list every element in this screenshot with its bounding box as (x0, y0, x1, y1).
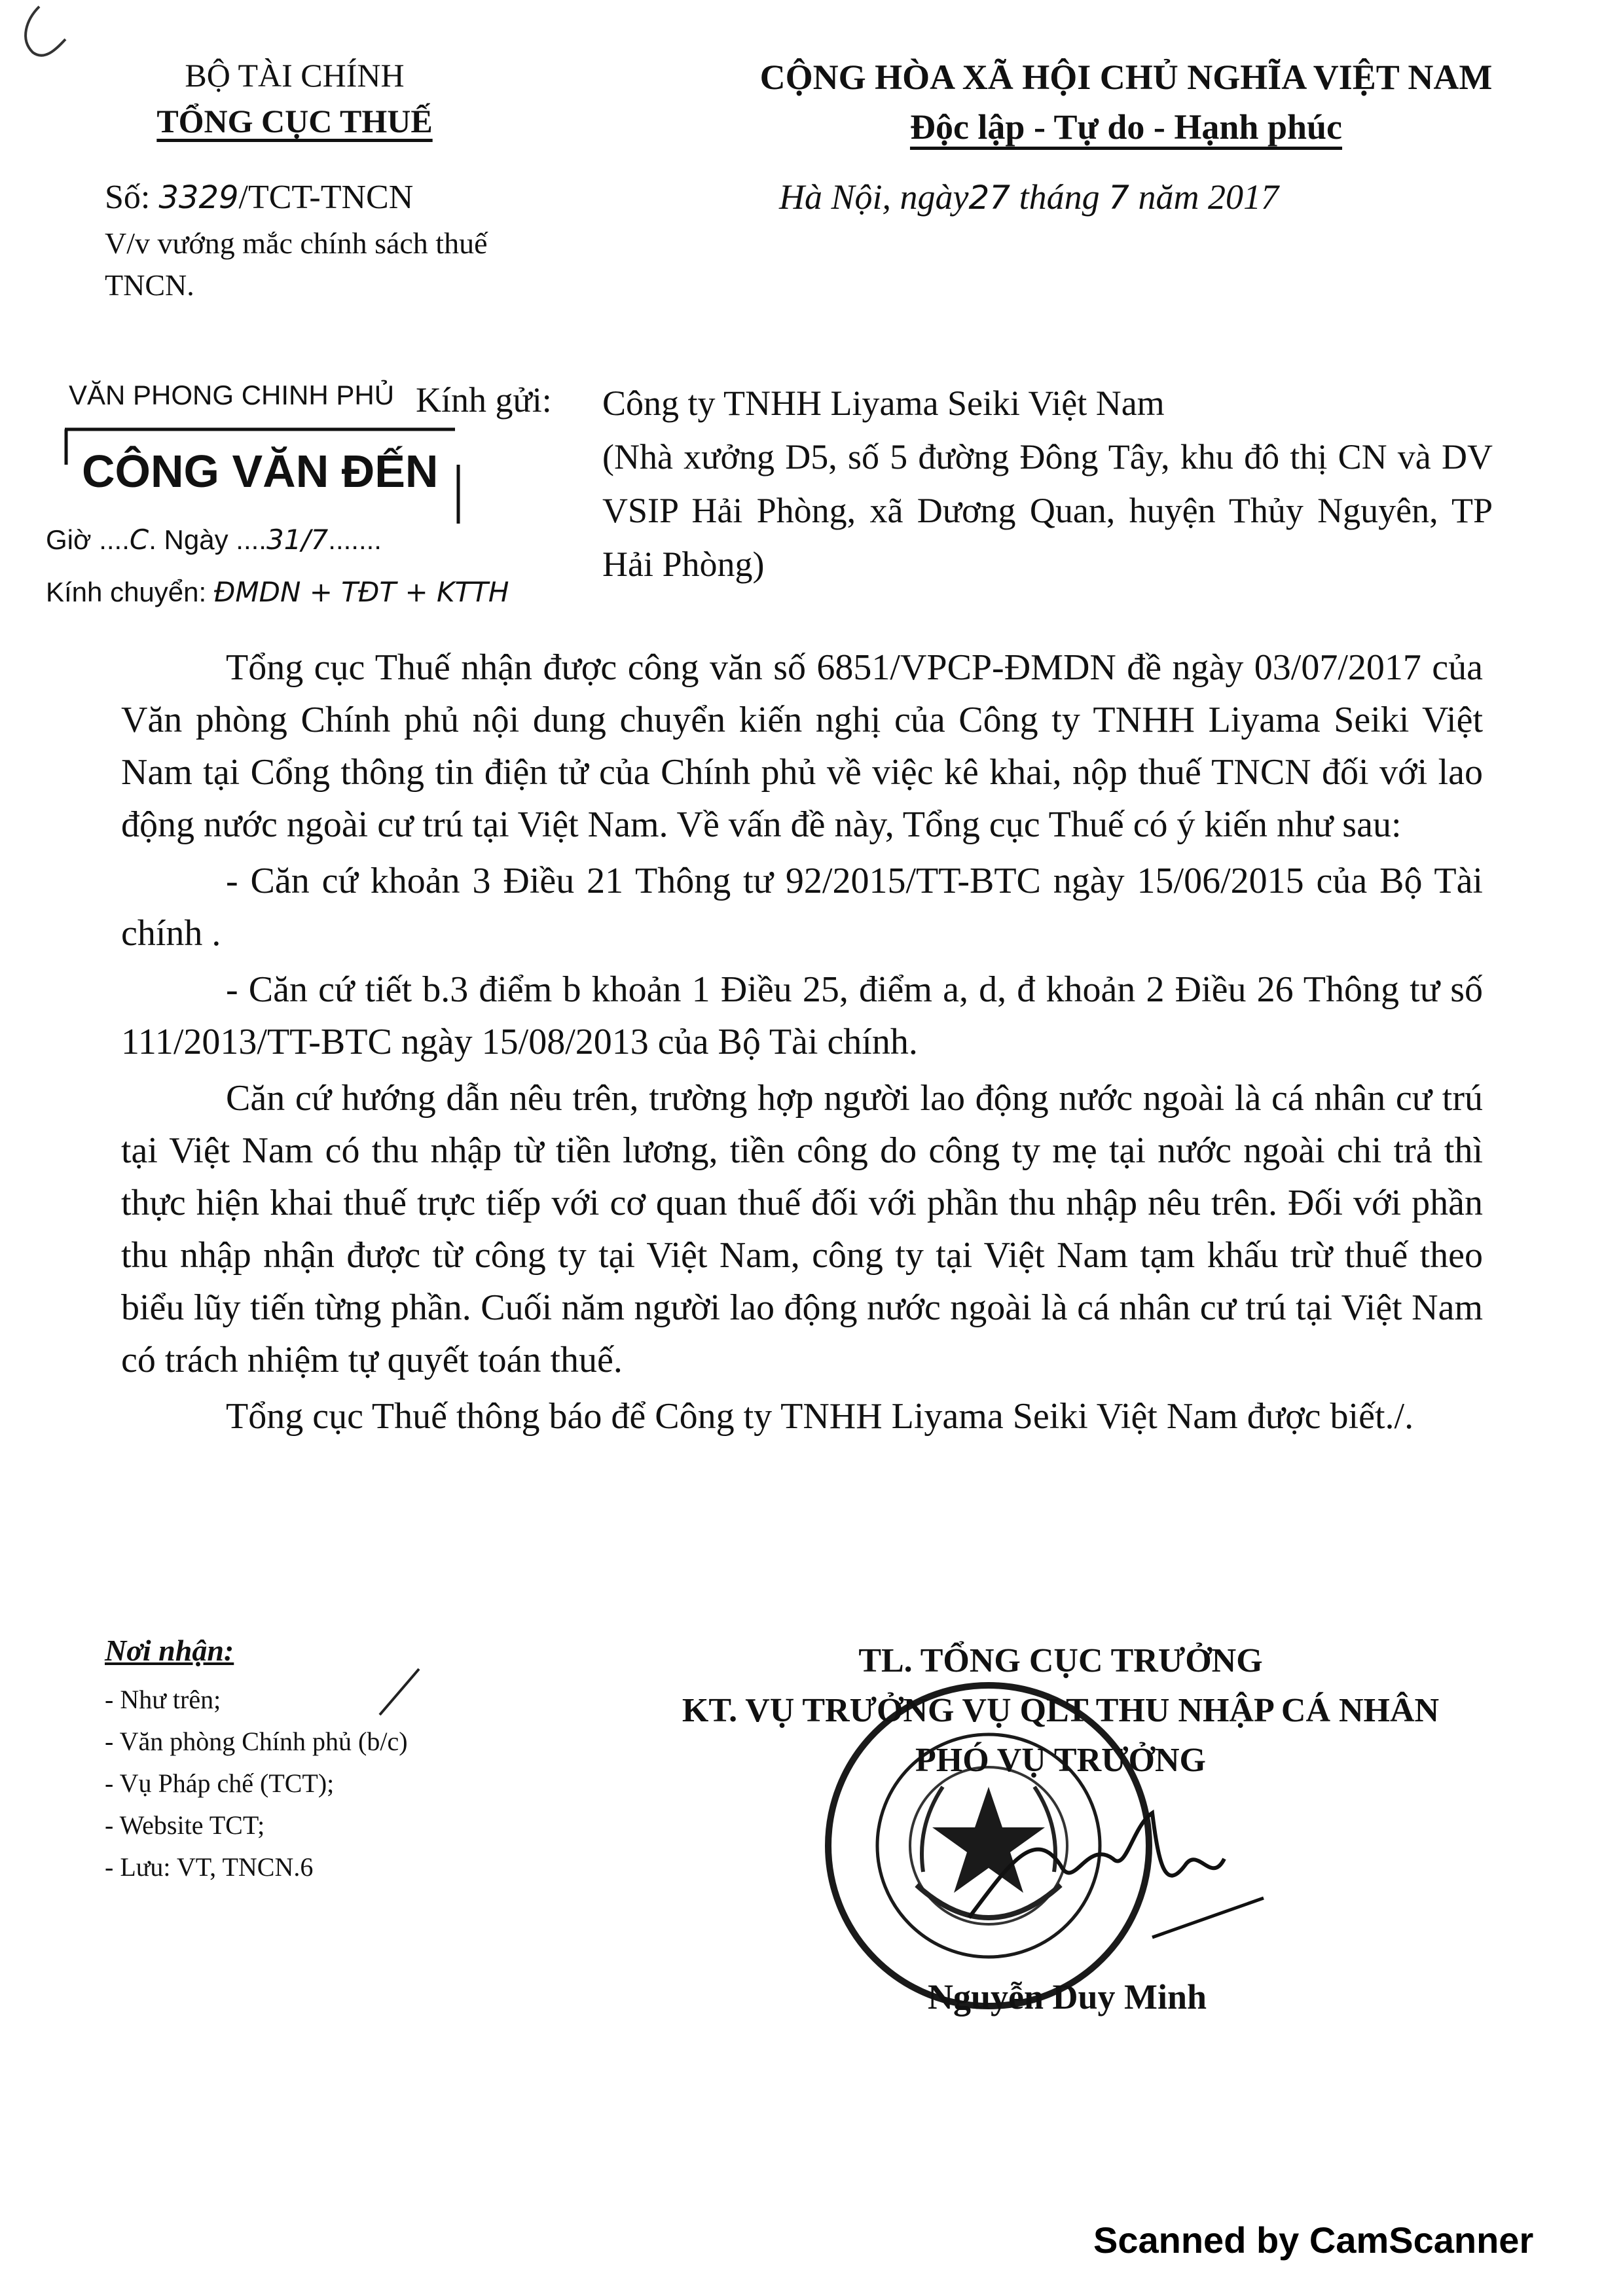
recipients-heading: Nơi nhận: (105, 1634, 234, 1667)
body-paragraph: - Căn cứ tiết b.3 điểm b khoản 1 Điều 25, điểm a, d, đ khoản 2 Điều 26 Thông tư số 111/2013/TT-BTC ngày 15/08/2013 của Bộ Tài chính. (121, 969, 1483, 1062)
date-day: 27 (968, 179, 1011, 217)
signer-authority: TL. TỔNG CỤC TRƯỞNG (858, 1642, 1263, 1679)
recipient-label: Kính gửi: (416, 380, 552, 420)
list-item: - Như trên; (105, 1685, 221, 1714)
body-paragraph: - Căn cứ khoản 3 Điều 21 Thông tư 92/2015/TT-BTC ngày 15/06/2015 của Bộ Tài chính . (121, 861, 1483, 954)
date-year: năm 2017 (1138, 177, 1279, 217)
stamp-forward-label: Kính chuyển: (46, 577, 207, 607)
stamp-forward-handwriting: ĐMDN + TĐT + KTTH (213, 576, 509, 608)
signer-department: KT. VỤ TRƯỞNG VỤ QLT THU NHẬP CÁ NHÂN (682, 1692, 1440, 1729)
recipient-block (602, 376, 1493, 591)
check-mark (373, 1662, 426, 1721)
department-name: TỔNG CỤC THUẾ (156, 103, 433, 139)
body-paragraph: Tổng cục Thuế nhận được công văn số 6851/VPCP-ĐMDN đề ngày 03/07/2017 của Văn phòng Chính phủ nội dung chuyển kiến nghị của Công ty TNHH Liyama Seiki Việt Nam tại Cổng thông tin điện tử của Chính phủ về việc kê khai, nộp thuế TNCN đối với lao động nước ngoài cư trú tại Việt Nam. Về vấn đề này, Tổng cục Thuế có ý kiến như sau: (121, 647, 1483, 845)
letter-body (121, 641, 1483, 1446)
stamp-forward-line (46, 576, 509, 608)
list-item: - Lưu: VT, TNCN.6 (105, 1852, 314, 1882)
number-suffix: /TCT-TNCN (238, 179, 414, 216)
stamp-day: 31/7 (266, 524, 329, 556)
document-subject: V/v vướng mắc chính sách thuế TNCN. (105, 226, 488, 302)
date-place: Hà Nội, ngày (779, 177, 969, 217)
scanner-watermark: Scanned by CamScanner (1093, 2219, 1534, 2261)
number-handwritten: 3329 (158, 179, 239, 216)
recipients-list (105, 1679, 408, 1888)
signature-block (648, 1636, 1473, 1785)
list-item: - Văn phòng Chính phủ (b/c) (105, 1727, 408, 1756)
stamp-time-label: Giờ .... (46, 524, 130, 555)
list-item: - Website TCT; (105, 1810, 265, 1840)
body-paragraph: Căn cứ hướng dẫn nêu trên, trường hợp người lao động nước ngoài là cá nhân cư trú tại Việt Nam có thu nhập từ tiền lương, tiền công do công ty mẹ tại nước ngoài chi trả thì thực hiện khai thuế trực tiếp với cơ quan thuế đối với phần thu nhập nêu trên. Đối với phần thu nhập nhận được từ công ty tại Việt Nam, công ty tại Việt Nam tạm khấu trừ thuế theo biểu lũy tiến từng phần. Cuối năm người lao động nước ngoài là cá nhân cư trú tại Việt Nam có trách nhiệm tự quyết toán thuế. (121, 1078, 1483, 1380)
stamp-day-label: . Ngày .... (149, 524, 266, 555)
document-date (779, 177, 1279, 217)
number-prefix: Số: (105, 179, 159, 216)
stamp-title: CÔNG VĂN ĐẾN (82, 446, 439, 497)
ministry-name: BỘ TÀI CHÍNH (185, 57, 405, 94)
stamp-hour: C (129, 524, 149, 556)
handwritten-signature (956, 1787, 1296, 1957)
date-month: 7 (1108, 179, 1129, 217)
list-item: - Vụ Pháp chế (TCT); (105, 1768, 335, 1798)
issuing-agency (98, 52, 491, 144)
date-month-label: tháng (1019, 177, 1100, 217)
recipient-address: (Nhà xưởng D5, số 5 đường Đông Tây, khu đô thị CN và DV VSIP Hải Phòng, xã Dương Quan, huyện Thủy Nguyên, TP Hải Phòng) (602, 437, 1493, 584)
stamp-office: VĂN PHONG CHINH PHỦ (69, 380, 395, 410)
national-motto: Độc lập - Tự do - Hạnh phúc (909, 107, 1343, 147)
signer-name: Nguyễn Duy Minh (927, 1977, 1207, 2017)
recipient-name: Công ty TNHH Liyama Seiki Việt Nam (602, 384, 1165, 423)
document-number (105, 177, 413, 219)
body-paragraph: Tổng cục Thuế thông báo để Công ty TNHH Liyama Seiki Việt Nam được biết./. (226, 1396, 1414, 1437)
nation-name: CỘNG HÒA XÃ HỘI CHỦ NGHĨA VIỆT NAM (759, 58, 1493, 97)
national-header (694, 52, 1558, 152)
signer-position: PHÓ VỤ TRƯỞNG (915, 1742, 1206, 1779)
corner-scribble (0, 0, 92, 72)
stamp-time-line: Giờ ....C. Ngày ....31/7....... (46, 524, 382, 556)
